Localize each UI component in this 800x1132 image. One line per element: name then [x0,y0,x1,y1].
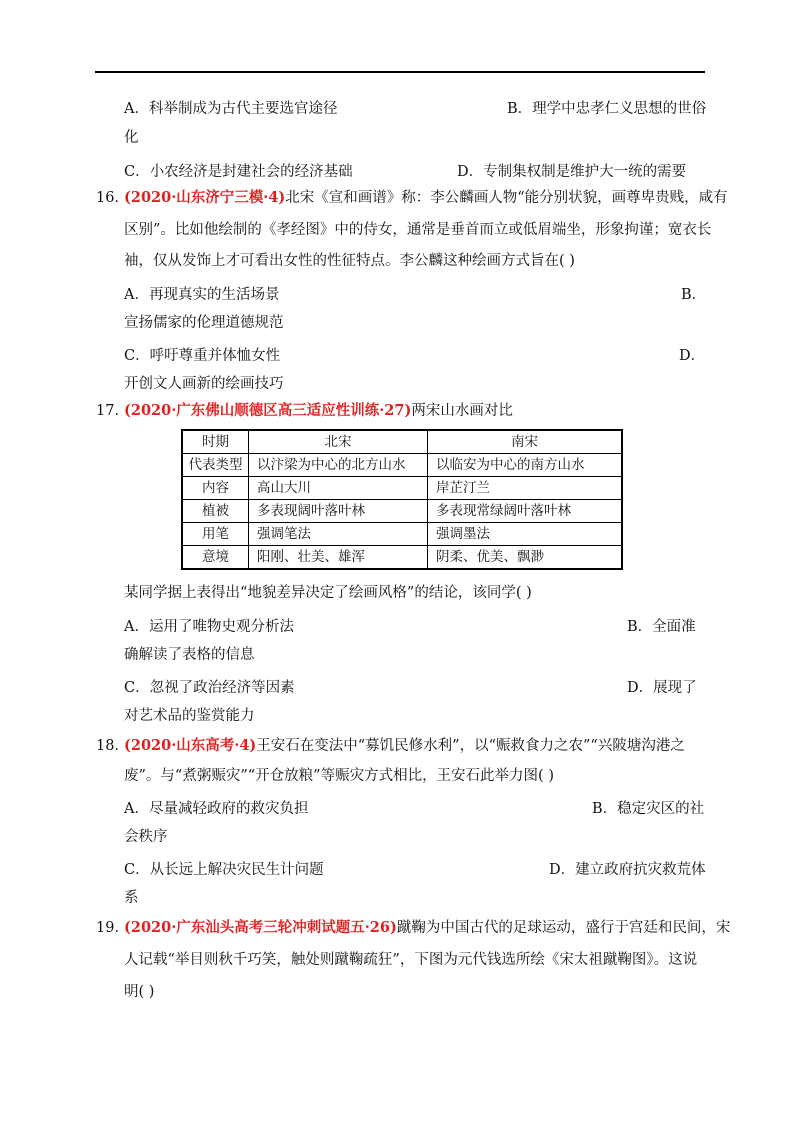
q18-row-cd [124,858,704,876]
q19-stem-line1 [96,919,730,937]
q17-number: 17． [96,403,129,419]
q18-option-c[interactable]: C．从长远上解决灾民生计问题 [124,862,324,878]
q16-option-c[interactable]: C．呼吁尊重并体恤女性 [124,348,281,364]
q18-option-d-cont: 系 [124,890,139,906]
table-row [182,523,622,546]
q18-stem-line1 [96,737,685,755]
song-landscape-comparison-table [181,429,623,570]
q19-stem-line3: 明( ) [124,984,155,1000]
table-cell: 植被 [182,500,249,523]
q19-number: 19． [96,920,129,936]
table-row [182,500,622,523]
q15-row-cd [124,160,704,178]
table-cell: 多表现常绿阔叶落叶林 [428,500,623,523]
q18-stem-text1: 王安石在变法中“募饥民修水利”，以“赈救食力之农”“兴陂塘沟港之 [256,738,685,754]
q16-option-a[interactable]: A．再现真实的生活场景 [124,287,280,303]
table-cell: 岸芷汀兰 [428,477,623,500]
q17-option-b-head[interactable]: B．全面准 [627,619,696,635]
q19-source: (2020·广东汕头高考三轮冲刺试题五·26) [124,919,397,936]
table-cell: 意境 [182,546,249,570]
q18-option-d-head[interactable]: D．建立政府抗灾救荒体 [549,862,706,878]
table-cell: 内容 [182,477,249,500]
q15-option-a[interactable]: A．科举制成为古代主要选官途径 [124,101,338,117]
q15-option-d[interactable]: D．专制集权制是维护大一统的需要 [457,164,687,180]
table-row [182,477,622,500]
table-cell: 用笔 [182,523,249,546]
table-header-cell: 北宋 [249,430,428,454]
table-row [182,454,622,477]
q17-option-d-cont: 对艺术品的鉴赏能力 [124,708,255,724]
q16-option-d-cont: 开创文人画新的绘画技巧 [124,376,284,392]
q17-option-b-cont: 确解读了表格的信息 [124,647,255,663]
q18-row-ab [124,797,704,815]
q17-option-a[interactable]: A．运用了唯物史观分析法 [124,619,294,635]
q16-stem-text1: 北宋《宣和画谱》称：李公麟画人物“能分别状貌，画尊卑贵贱，咸有 [285,190,728,206]
q16-number: 16． [96,190,129,206]
table-cell: 代表类型 [182,454,249,477]
table-header-cell: 时期 [182,430,249,454]
q18-option-b-head[interactable]: B．稳定灾区的社 [592,801,705,817]
q16-row-cd [124,344,704,362]
q17-row-ab [124,615,704,633]
q16-source: (2020·山东济宁三模·4) [124,189,286,206]
q16-option-b-cont: 宣扬儒家的伦理道德规范 [124,315,284,331]
q16-option-b-head[interactable]: B． [681,287,707,303]
q19-stem-line2: 人记载“举目则秋千巧笑，触处则蹴鞠疏狂”，下图为元代钱选所绘《宋太祖蹴鞠图》。这说 [124,952,698,968]
table-header-cell: 南宋 [428,430,623,454]
q17-source: (2020·广东佛山顺德区高三适应性训练·27) [124,402,412,419]
table-row [182,546,622,570]
q17-option-c[interactable]: C．忽视了政治经济等因素 [124,680,295,696]
q17-stem-text: 两宋山水画对比 [411,403,513,419]
header-rule [95,71,705,73]
q18-option-a[interactable]: A．尽量减轻政府的救灾负担 [124,801,309,817]
q15-option-b[interactable]: B．理学中忠孝仁义思想的世俗 [507,101,707,117]
q15-row-ab [124,97,707,117]
q15-option-b-cont: 化 [124,130,139,146]
table-cell: 以汴梁为中心的北方山水 [249,454,428,477]
table-header-row [182,430,622,454]
q16-stem-line2: 区别”。比如他绘制的《孝经图》中的侍女，通常是垂首而立或低眉端坐，形象拘谨；宽衣长 [124,222,712,238]
q18-source: (2020·山东高考·4) [124,737,257,754]
table-cell: 高山大川 [249,477,428,500]
q17-stem-line1 [96,402,513,420]
table-cell: 阳刚、壮美、雄浑 [249,546,428,570]
table-cell: 强调笔法 [249,523,428,546]
q18-number: 18． [96,738,129,754]
table-cell: 阴柔、优美、飘渺 [428,546,623,570]
q19-stem-text1: 蹴鞠为中国古代的足球运动，盛行于宫廷和民间，宋 [396,920,731,936]
q17-option-d-head[interactable]: D．展现了 [627,680,697,696]
q18-stem-line2: 废”。与“煮粥赈灾”“开仓放粮”等赈灾方式相比，王安石此举力图( ) [124,768,554,784]
q16-stem-line3: 袖，仅从发饰上才可看出女性的性征特点。李公麟这种绘画方式旨在( ) [124,253,575,269]
q16-row-ab [124,283,707,303]
q18-option-b-cont: 会秩序 [124,829,168,845]
table-cell: 强调墨法 [428,523,623,546]
q17-row-cd [124,676,704,694]
q17-after-table: 某同学据上表得出“地貌差异决定了绘画风格”的结论，该同学( ) [124,585,532,601]
table-cell: 以临安为中心的南方山水 [428,454,623,477]
q16-stem-line1 [96,189,728,207]
q15-option-c[interactable]: C．小农经济是封建社会的经济基础 [124,164,353,180]
q16-option-d-head[interactable]: D． [679,348,706,364]
table-cell: 多表现阔叶落叶林 [249,500,428,523]
